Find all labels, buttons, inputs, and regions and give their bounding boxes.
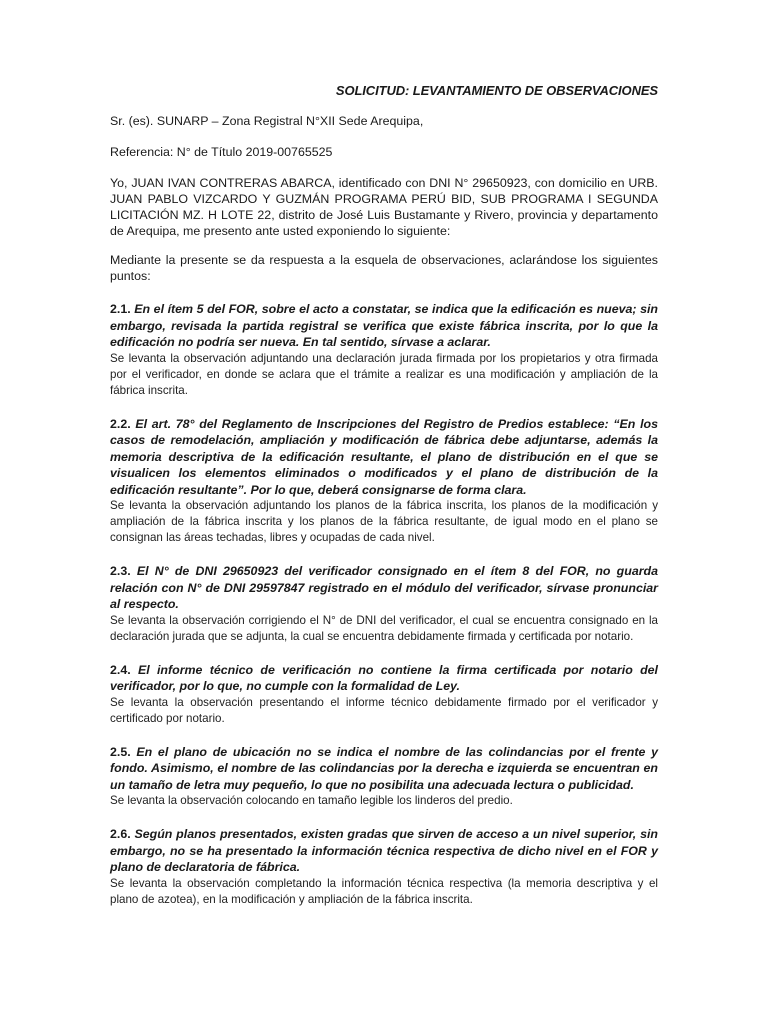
item-number: 2.1. — [110, 302, 131, 316]
document-title: SOLICITUD: LEVANTAMIENTO DE OBSERVACIONES — [335, 83, 658, 98]
intro-paragraph: Yo, JUAN IVAN CONTRERAS ABARCA, identificado con DNI N° 29650923, con domicilio en URB. JUAN PABLO VIZCARDO Y GUZMÁN PROGRAMA PERÚ BID, SUB PROGRAMA I SEGUNDA LICITACIÓN MZ. H LOTE 22, distrito de José Luis Bustamante y Rivero, provincia y departamento de Arequipa, me presento ante usted exponiendo lo siguiente: — [110, 176, 658, 238]
observation-text — [110, 744, 658, 794]
observation-statement: Según planos presentados, existen gradas que sirven de acceso a un nivel superior, sin embargo, no se ha presentado la información técnica respectiva de dicho nivel en el FOR y plano de declaratoria de fábrica. — [110, 827, 658, 874]
response-text: Se levanta la observación colocando en tamaño legible los linderos del predio. — [110, 794, 513, 807]
observation-statement: En el plano de ubicación no se indica el nombre de las colindancias por el frente y fondo. Asimismo, el nombre de las colindancias por la derecha e izquierda se encuentran en un tamaño de letra muy pequeño, lo que no posibilita una adecuada lectura o publicidad. — [110, 744, 658, 792]
observation-text — [110, 563, 658, 613]
document-page — [110, 82, 658, 925]
preamble-paragraph: Mediante la presente se da respuesta a la esquela de observaciones, aclarándose los siguientes puntos: — [110, 253, 658, 283]
observation-text — [110, 662, 658, 695]
observation-item — [110, 301, 658, 399]
item-number: 2.4. — [110, 662, 131, 677]
item-number: 2.3. — [110, 564, 131, 578]
observation-item — [110, 416, 658, 547]
response-text: Se levanta la observación presentando el informe técnico debidamente firmado por el verificador y certificado por notario. — [110, 695, 658, 725]
observation-text — [110, 826, 658, 876]
item-number: 2.2. — [110, 416, 131, 431]
observation-statement: El informe técnico de verificación no contiene la firma certificada por notario del verificador, por lo que, no cumple con la formalidad de Ley. — [110, 662, 658, 693]
response-text: Se levanta la observación completando la información técnica respectiva (la memoria descriptiva y el plano de azotea), en la modificación y ampliación de la fábrica inscrita. — [110, 876, 658, 906]
reference: Referencia: N° de Título 2019-00765525 — [110, 145, 333, 159]
response-text: Se levanta la observación adjuntando los planos de la fábrica inscrita, los planos de la modificación y ampliación de la fábrica inscrita y los planos de la fábrica resultante, de igual modo en el plano se consignan las áreas techadas, libres y ocupadas de cada nivel. — [110, 499, 658, 544]
response-text: Se levanta la observación corrigiendo el N° de DNI del verificador, el cual se encuentra consignado en la declaración jurada que se adjunta, la cual se encuentra debidamente firmada y certificada por notario. — [110, 613, 658, 643]
observation-item — [110, 563, 658, 645]
observation-text — [110, 301, 658, 351]
response-text: Se levanta la observación adjuntando una declaración jurada firmada por los propietarios y otra firmada por el verificador, en donde se aclara que el trámite a realizar es una modificación y ampliación de la fábrica inscrita. — [110, 351, 658, 397]
observation-text — [110, 416, 658, 499]
observation-statement: El N° de DNI 29650923 del verificador consignado en el ítem 8 del FOR, no guarda relación con N° de DNI 29597847 registrado en el módulo del verificador, sírvase pronunciar al respecto. — [110, 564, 658, 611]
observation-item — [110, 826, 658, 908]
addressee: Sr. (es). SUNARP – Zona Registral N°XII Sede Arequipa, — [110, 114, 424, 128]
item-number: 2.6. — [110, 827, 131, 841]
item-number: 2.5. — [110, 744, 131, 759]
observation-statement: En el ítem 5 del FOR, sobre el acto a constatar, se indica que la edificación es nueva; sin embargo, revisada la partida registral se verifica que existe fábrica inscrita, por lo que la edificación no podría ser nueva. En tal sentido, sírvase a aclarar. — [110, 302, 658, 349]
observation-statement: El art. 78° del Reglamento de Inscripciones del Registro de Predios establece: “En los casos de remodelación, ampliación y modificación de fábrica debe adjuntarse, además la memoria descriptiva de la edificación resultante, el plano de distribución en el que se visualicen los elementos eliminados o modificados y el plano de distribución de la edificación resultante”. Por lo que, deberá consignarse de forma clara. — [110, 416, 658, 497]
observation-item — [110, 662, 658, 727]
observation-item — [110, 744, 658, 810]
